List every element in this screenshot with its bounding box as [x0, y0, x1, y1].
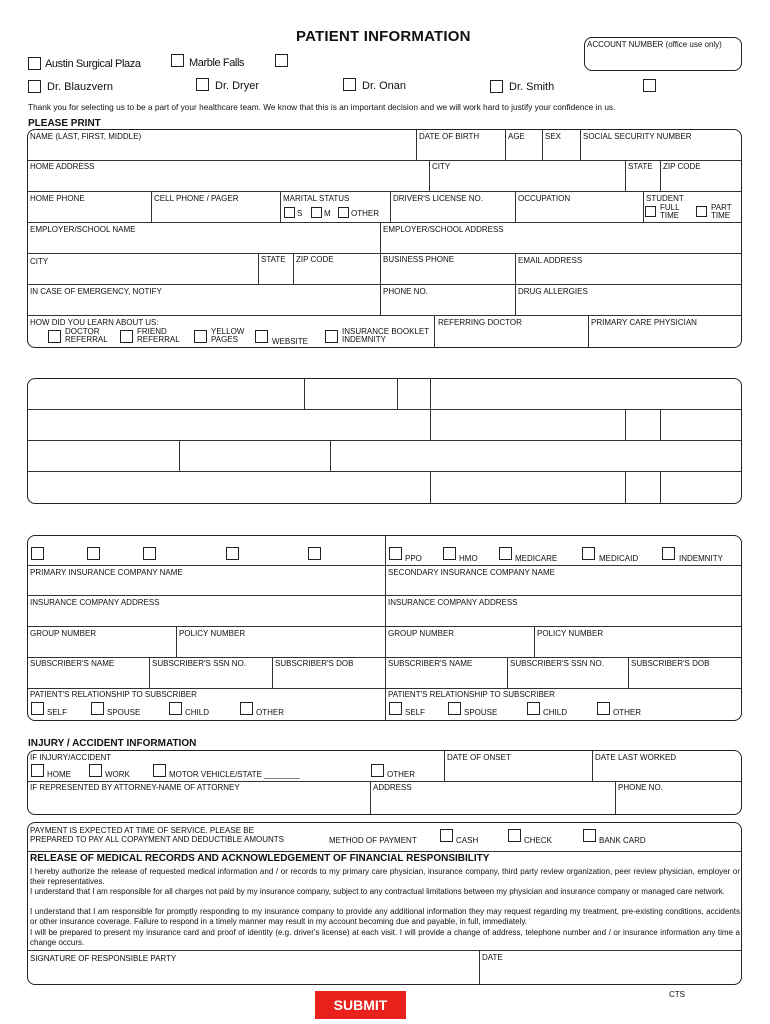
- location-checkbox-austin[interactable]: [28, 57, 41, 70]
- injury-heading: INJURY / ACCIDENT INFORMATION: [28, 738, 197, 749]
- payment-cash-label: CASH: [456, 836, 479, 845]
- secondary-policy-number-label: POLICY NUMBER: [537, 629, 604, 638]
- location-checkbox-extra[interactable]: [275, 54, 288, 67]
- payment-bank-card-checkbox[interactable]: [583, 829, 596, 842]
- ppo-label: PPO: [405, 554, 422, 563]
- thank-you-text: Thank you for selecting us to be a part of your healthcare team. We know that this is an important decision and we will work hard to justify your confidence in us.: [28, 102, 616, 112]
- primary-group-number-label: GROUP NUMBER: [30, 629, 97, 638]
- primary-rel-child-label: CHILD: [185, 708, 210, 717]
- insurance-checkbox-2[interactable]: [87, 547, 100, 560]
- employer-address-label: EMPLOYER/SCHOOL ADDRESS: [383, 225, 504, 234]
- primary-relationship-label: PATIENT'S RELATIONSHIP TO SUBSCRIBER: [30, 690, 197, 699]
- secondary-rel-spouse-checkbox[interactable]: [448, 702, 461, 715]
- page-title: PATIENT INFORMATION: [296, 28, 471, 45]
- state2-label: STATE: [261, 255, 286, 264]
- doctor-checkbox-smith[interactable]: [490, 80, 503, 93]
- submit-button[interactable]: SUBMIT: [315, 991, 406, 1019]
- secondary-subscriber-dob-label: SUBSCRIBER'S DOB: [631, 659, 710, 668]
- website-label: WEBSITE: [272, 337, 309, 346]
- doctor-label-onan: Dr. Onan: [362, 80, 407, 92]
- medicaid-label: MEDICAID: [599, 554, 639, 563]
- insurance-checkbox-5[interactable]: [308, 547, 321, 560]
- location-label-marble-falls: Marble Falls: [189, 57, 245, 69]
- home-address-label: HOME ADDRESS: [30, 162, 95, 171]
- date-last-worked-label: DATE LAST WORKED: [595, 753, 677, 762]
- indemnity-checkbox[interactable]: [662, 547, 675, 560]
- sex-label: SEX: [545, 132, 562, 141]
- state-label: STATE: [628, 162, 653, 171]
- full-time-label: FULL TIME: [660, 203, 680, 220]
- medicaid-checkbox[interactable]: [582, 547, 595, 560]
- how-learn-label: HOW DID YOU LEARN ABOUT US:: [30, 318, 159, 327]
- secondary-company-address-label: INSURANCE COMPANY ADDRESS: [388, 598, 518, 607]
- payment-method-label: METHOD OF PAYMENT: [329, 836, 417, 845]
- injury-motor-vehicle-label: MOTOR VEHICLE/STATE ________: [169, 770, 300, 779]
- primary-company-address-label: INSURANCE COMPANY ADDRESS: [30, 598, 160, 607]
- secondary-insurance-label: SECONDARY INSURANCE COMPANY NAME: [388, 568, 555, 577]
- student-part-time-checkbox[interactable]: [696, 206, 707, 217]
- secondary-subscriber-name-label: SUBSCRIBER'S NAME: [388, 659, 473, 668]
- doctor-checkbox-extra[interactable]: [643, 79, 656, 92]
- doctor-checkbox-dryer[interactable]: [196, 78, 209, 91]
- medicare-label: MEDICARE: [515, 554, 558, 563]
- referral-doctor-checkbox[interactable]: [48, 330, 61, 343]
- marital-other-label: OTHER: [351, 209, 379, 218]
- occupation-label: OCCUPATION: [518, 194, 571, 203]
- secondary-rel-other-checkbox[interactable]: [597, 702, 610, 715]
- primary-rel-self-label: SELF: [47, 708, 68, 717]
- injury-work-checkbox[interactable]: [89, 764, 102, 777]
- marital-status-label: MARITAL STATUS: [283, 194, 350, 203]
- indemnity-label: INDEMNITY: [679, 554, 723, 563]
- doctor-checkbox-blauzvern[interactable]: [28, 80, 41, 93]
- yellow-pages-checkbox[interactable]: [194, 330, 207, 343]
- referral-friend-label: FRIEND REFERRAL: [137, 327, 180, 344]
- secondary-relationship-label: PATIENT'S RELATIONSHIP TO SUBSCRIBER: [388, 690, 555, 699]
- insurance-booklet-label: INSURANCE BOOKLET INDEMNITY: [342, 327, 429, 344]
- primary-care-label: PRIMARY CARE PHYSICIAN: [591, 318, 697, 327]
- injury-work-label: WORK: [105, 770, 130, 779]
- account-number-field[interactable]: [584, 37, 742, 71]
- injury-other-label: OTHER: [387, 770, 415, 779]
- payment-check-checkbox[interactable]: [508, 829, 521, 842]
- name-label: NAME (LAST, FIRST, MIDDLE): [30, 132, 142, 141]
- business-phone-label: BUSINESS PHONE: [383, 255, 455, 264]
- referring-doctor-label: REFERRING DOCTOR: [438, 318, 522, 327]
- secondary-rel-child-label: CHILD: [543, 708, 568, 717]
- part-time-label: PART TIME: [711, 203, 732, 220]
- primary-rel-child-checkbox[interactable]: [169, 702, 182, 715]
- primary-rel-spouse-label: SPOUSE: [107, 708, 141, 717]
- medicare-checkbox[interactable]: [499, 547, 512, 560]
- secondary-rel-child-checkbox[interactable]: [527, 702, 540, 715]
- city-label: CITY: [432, 162, 451, 171]
- release-paragraph-1: I hereby authorize the release of requested medical information and / or records to my primary care physician, insurance company, third party review organization, peer review physician, employer or their representatives.: [30, 867, 740, 886]
- attorney-address-label: ADDRESS: [373, 783, 412, 792]
- dob-label: DATE OF BIRTH: [419, 132, 480, 141]
- date-label: DATE: [482, 953, 503, 962]
- account-number-label: ACCOUNT NUMBER (office use only): [587, 40, 722, 49]
- insurance-checkbox-3[interactable]: [143, 547, 156, 560]
- payment-cash-checkbox[interactable]: [440, 829, 453, 842]
- marital-m-label: M: [324, 209, 331, 218]
- blank-grid-section: [27, 378, 742, 504]
- student-label: STUDENT: [646, 194, 684, 203]
- ssn-label: SOCIAL SECURITY NUMBER: [583, 132, 692, 141]
- if-injury-label: IF INJURY/ACCIDENT: [30, 753, 112, 762]
- doctor-checkbox-onan[interactable]: [343, 78, 356, 91]
- doctor-label-blauzvern: Dr. Blauzvern: [47, 81, 114, 93]
- primary-rel-self-checkbox[interactable]: [31, 702, 44, 715]
- drivers-license-label: DRIVER'S LICENSE NO.: [393, 194, 483, 203]
- zip2-label: ZIP CODE: [296, 255, 334, 264]
- referral-friend-checkbox[interactable]: [120, 330, 133, 343]
- primary-subscriber-dob-label: SUBSCRIBER'S DOB: [275, 659, 354, 668]
- injury-home-checkbox[interactable]: [31, 764, 44, 777]
- doctor-label-dryer: Dr. Dryer: [215, 80, 259, 92]
- email-label: EMAIL ADDRESS: [518, 256, 583, 265]
- marital-checkbox-other[interactable]: [338, 207, 349, 218]
- primary-insurance-label: PRIMARY INSURANCE COMPANY NAME: [30, 568, 183, 577]
- attorney-phone-label: PHONE NO.: [618, 783, 663, 792]
- ppo-checkbox[interactable]: [389, 547, 402, 560]
- secondary-subscriber-ssn-label: SUBSCRIBER'S SSN NO.: [510, 659, 604, 668]
- release-paragraph-4: I will be prepared to present my insurance card and proof of identity (e.g. driver's license) at each visit. I will provide a change of address, telephone number and / or insurance information any time a change occurs.: [30, 928, 740, 947]
- release-paragraph-2: I understand that I am responsible for all charges not paid by my insurance company, subject to any contractual limitations between my physician and insurance company or managed care network.: [30, 887, 725, 896]
- payment-bank-card-label: BANK CARD: [599, 836, 646, 845]
- secondary-rel-self-checkbox[interactable]: [389, 702, 402, 715]
- injury-other-checkbox[interactable]: [371, 764, 384, 777]
- doctor-label-smith: Dr. Smith: [509, 81, 555, 93]
- phone-no-label: PHONE NO.: [383, 287, 428, 296]
- drug-allergies-label: DRUG ALLERGIES: [518, 287, 588, 296]
- secondary-rel-self-label: SELF: [405, 708, 426, 717]
- primary-rel-other-label: OTHER: [256, 708, 284, 717]
- payment-check-label: CHECK: [524, 836, 553, 845]
- cell-phone-label: CELL PHONE / PAGER: [154, 194, 239, 203]
- city2-label: CITY: [30, 257, 49, 266]
- hmo-label: HMO: [459, 554, 478, 563]
- website-checkbox[interactable]: [255, 330, 268, 343]
- injury-home-label: HOME: [47, 770, 71, 779]
- release-paragraph-3: I understand that I am responsible for promptly responding to my insurance company to provide any additional information they may request regarding my treatment, pre-existing conditions, accidents or other insurance coverage. Failure to respond in a timely manner may result in my account becoming due and payable, in full, immediately.: [30, 907, 740, 926]
- insurance-checkbox-4[interactable]: [226, 547, 239, 560]
- student-full-time-checkbox[interactable]: [645, 206, 656, 217]
- hmo-checkbox[interactable]: [443, 547, 456, 560]
- yellow-pages-label: YELLOW PAGES: [211, 327, 245, 344]
- secondary-group-number-label: GROUP NUMBER: [388, 629, 455, 638]
- marital-s-label: S: [297, 209, 303, 218]
- please-print-heading: PLEASE PRINT: [28, 118, 101, 129]
- zip-label: ZIP CODE: [663, 162, 701, 171]
- emergency-label: IN CASE OF EMERGENCY, NOTIFY: [30, 287, 162, 296]
- release-heading: RELEASE OF MEDICAL RECORDS AND ACKNOWLEDGEMENT OF FINANCIAL RESPONSIBILITY: [30, 853, 490, 864]
- cts-label: CTS: [669, 990, 685, 999]
- signature-label: SIGNATURE OF RESPONSIBLE PARTY: [30, 954, 177, 963]
- payment-prepared-text: PREPARED TO PAY ALL COPAYMENT AND DEDUCTIBLE AMOUNTS: [30, 835, 284, 844]
- primary-rel-spouse-checkbox[interactable]: [91, 702, 104, 715]
- home-phone-label: HOME PHONE: [30, 194, 85, 203]
- primary-subscriber-ssn-label: SUBSCRIBER'S SSN NO.: [152, 659, 246, 668]
- primary-subscriber-name-label: SUBSCRIBER'S NAME: [30, 659, 115, 668]
- insurance-booklet-checkbox[interactable]: [325, 330, 338, 343]
- injury-motor-vehicle-checkbox[interactable]: [153, 764, 166, 777]
- referral-doctor-label: DOCTOR REFERRAL: [65, 327, 108, 344]
- secondary-rel-spouse-label: SPOUSE: [464, 708, 498, 717]
- employer-label: EMPLOYER/SCHOOL NAME: [30, 225, 136, 234]
- attorney-label: IF REPRESENTED BY ATTORNEY-NAME OF ATTORNEY: [30, 783, 240, 792]
- secondary-rel-other-label: OTHER: [613, 708, 641, 717]
- primary-policy-number-label: POLICY NUMBER: [179, 629, 246, 638]
- marital-checkbox-m[interactable]: [311, 207, 322, 218]
- marital-checkbox-s[interactable]: [284, 207, 295, 218]
- insurance-checkbox-1[interactable]: [31, 547, 44, 560]
- date-onset-label: DATE OF ONSET: [447, 753, 511, 762]
- location-checkbox-marble-falls[interactable]: [171, 54, 184, 67]
- payment-expected-text: PAYMENT IS EXPECTED AT TIME OF SERVICE. PLEASE BE: [30, 826, 254, 835]
- age-label: AGE: [508, 132, 525, 141]
- primary-rel-other-checkbox[interactable]: [240, 702, 253, 715]
- location-label-austin: Austin Surgical Plaza: [45, 58, 141, 70]
